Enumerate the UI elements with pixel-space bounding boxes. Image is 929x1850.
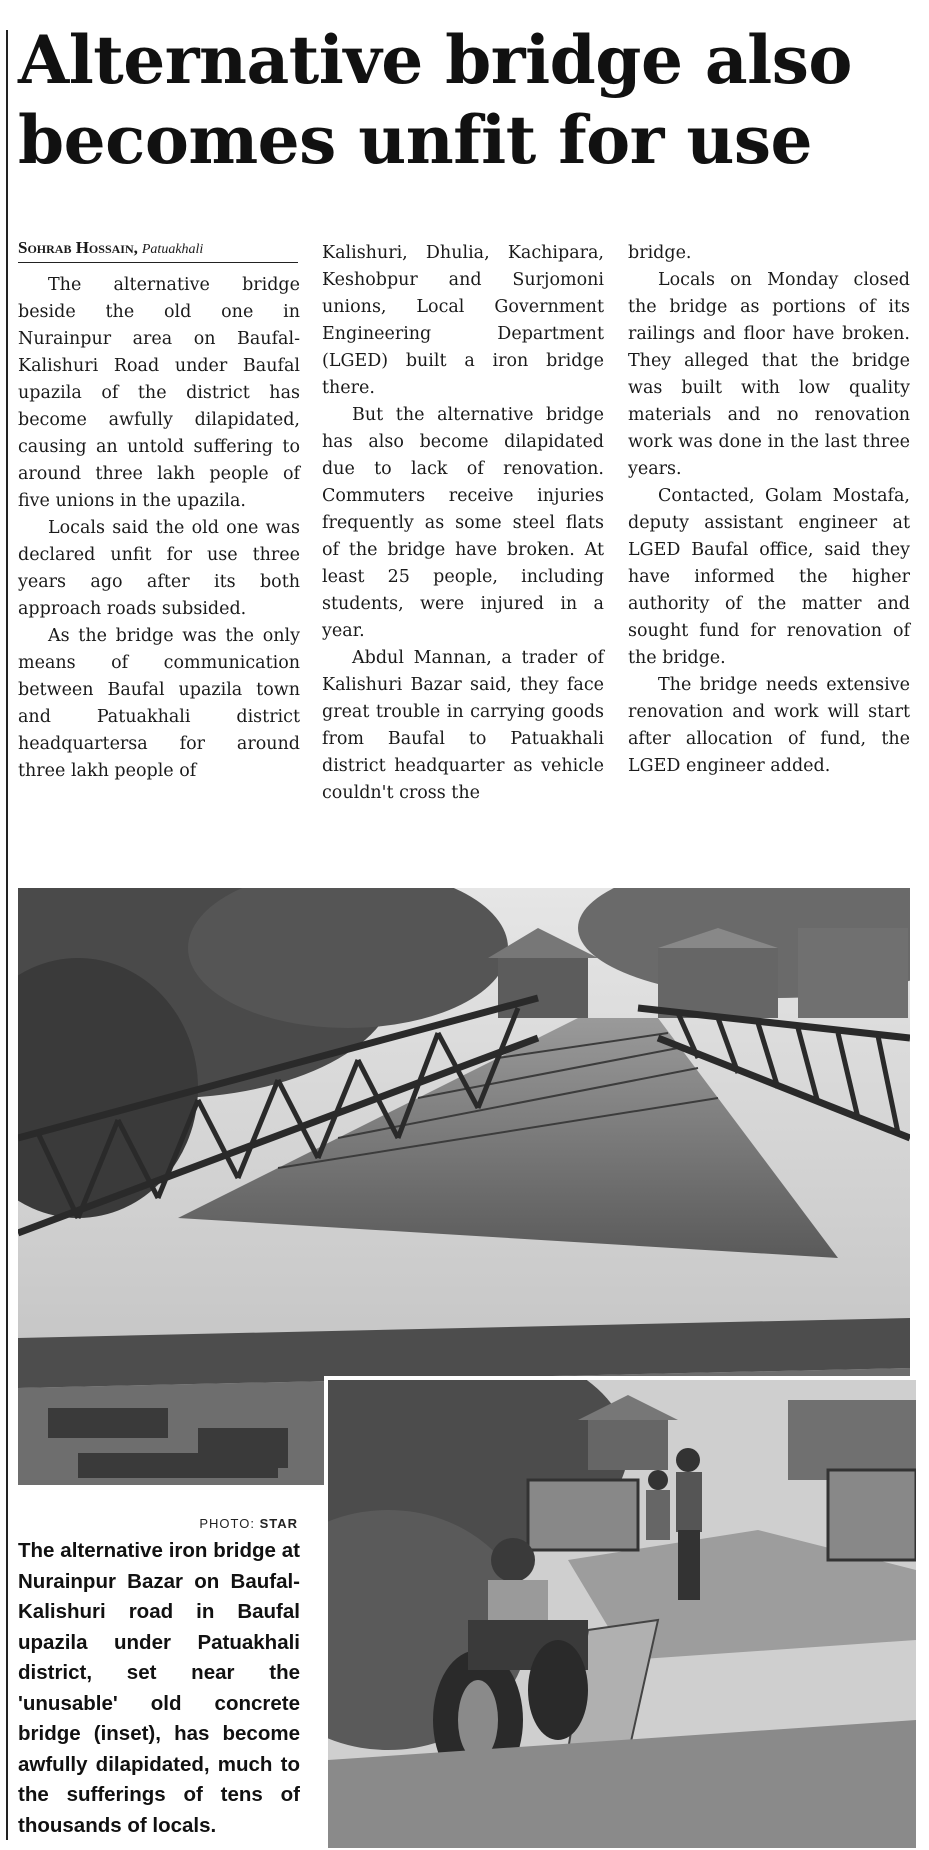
paragraph: bridge.	[628, 243, 692, 263]
photo-caption: The alternative iron bridge at Nurainpur Bazar on Baufal-Kalishuri road in Baufal upazila under Patuakhali district, set near the 'unusable' old concrete bridge (inset), has become awfully dilapidated, much to the sufferings of tens of thousands of locals.	[18, 1539, 300, 1837]
paragraph: Locals said the old one was declared unfit for use three years ago after its both approach roads subsided.	[18, 518, 300, 619]
article-column-3	[628, 240, 910, 780]
paragraph: Locals on Monday closed the bridge as portions of its railings and floor have broken. They alleged that the bridge was built with low quality materials and no renovation work was done in the last three years.	[628, 270, 910, 479]
article-column-2	[322, 240, 604, 807]
inset-photo-image	[328, 1380, 916, 1848]
paragraph: Abdul Mannan, a trader of Kalishuri Bazar said, they face great trouble in carrying goods from Baufal to Patuakhali district headquarter as vehicle couldn't cross the	[322, 648, 604, 803]
paragraph: But the alternative bridge has also become dilapidated due to lack of renovation. Commuters receive injuries frequently as some steel flats of the bridge have broken. At least 25 people, including students, were injured in a year.	[322, 405, 604, 641]
article-column-1	[18, 272, 300, 785]
paragraph: The bridge needs extensive renovation and work will start after allocation of fund, the LGED engineer added.	[628, 675, 910, 776]
paragraph: The alternative bridge beside the old one in Nurainpur area on Baufal-Kalishuri Road under Baufal upazila of the district has become awfully dilapidated, causing an untold suffering to around three lakh people of five unions in the upazila.	[18, 275, 300, 511]
photo-credit-prefix: PHOTO:	[199, 1516, 260, 1531]
column-rule	[6, 30, 8, 1840]
byline	[18, 238, 298, 263]
paragraph: Kalishuri, Dhulia, Kachipara, Keshobpur and Surjomoni unions, Local Government Engineering Department (LGED) built a iron bridge there.	[322, 243, 604, 398]
paragraph: As the bridge was the only means of communication between Baufal upazila town and Patuakhali district headquartersa for around three lakh people of	[18, 626, 300, 781]
byline-place: Patuakhali	[141, 242, 204, 257]
inset-photo	[324, 1376, 916, 1848]
photo-credit	[18, 1516, 298, 1531]
photo-credit-source: STAR	[259, 1516, 298, 1531]
headline: Alternative bridge also becomes unfit for use	[18, 21, 852, 179]
byline-author: Sohrab Hossain,	[18, 238, 138, 257]
paragraph: Contacted, Golam Mostafa, deputy assistant engineer at LGED Baufal office, said they have informed the higher authority of the matter and sought fund for renovation of the bridge.	[628, 486, 910, 668]
